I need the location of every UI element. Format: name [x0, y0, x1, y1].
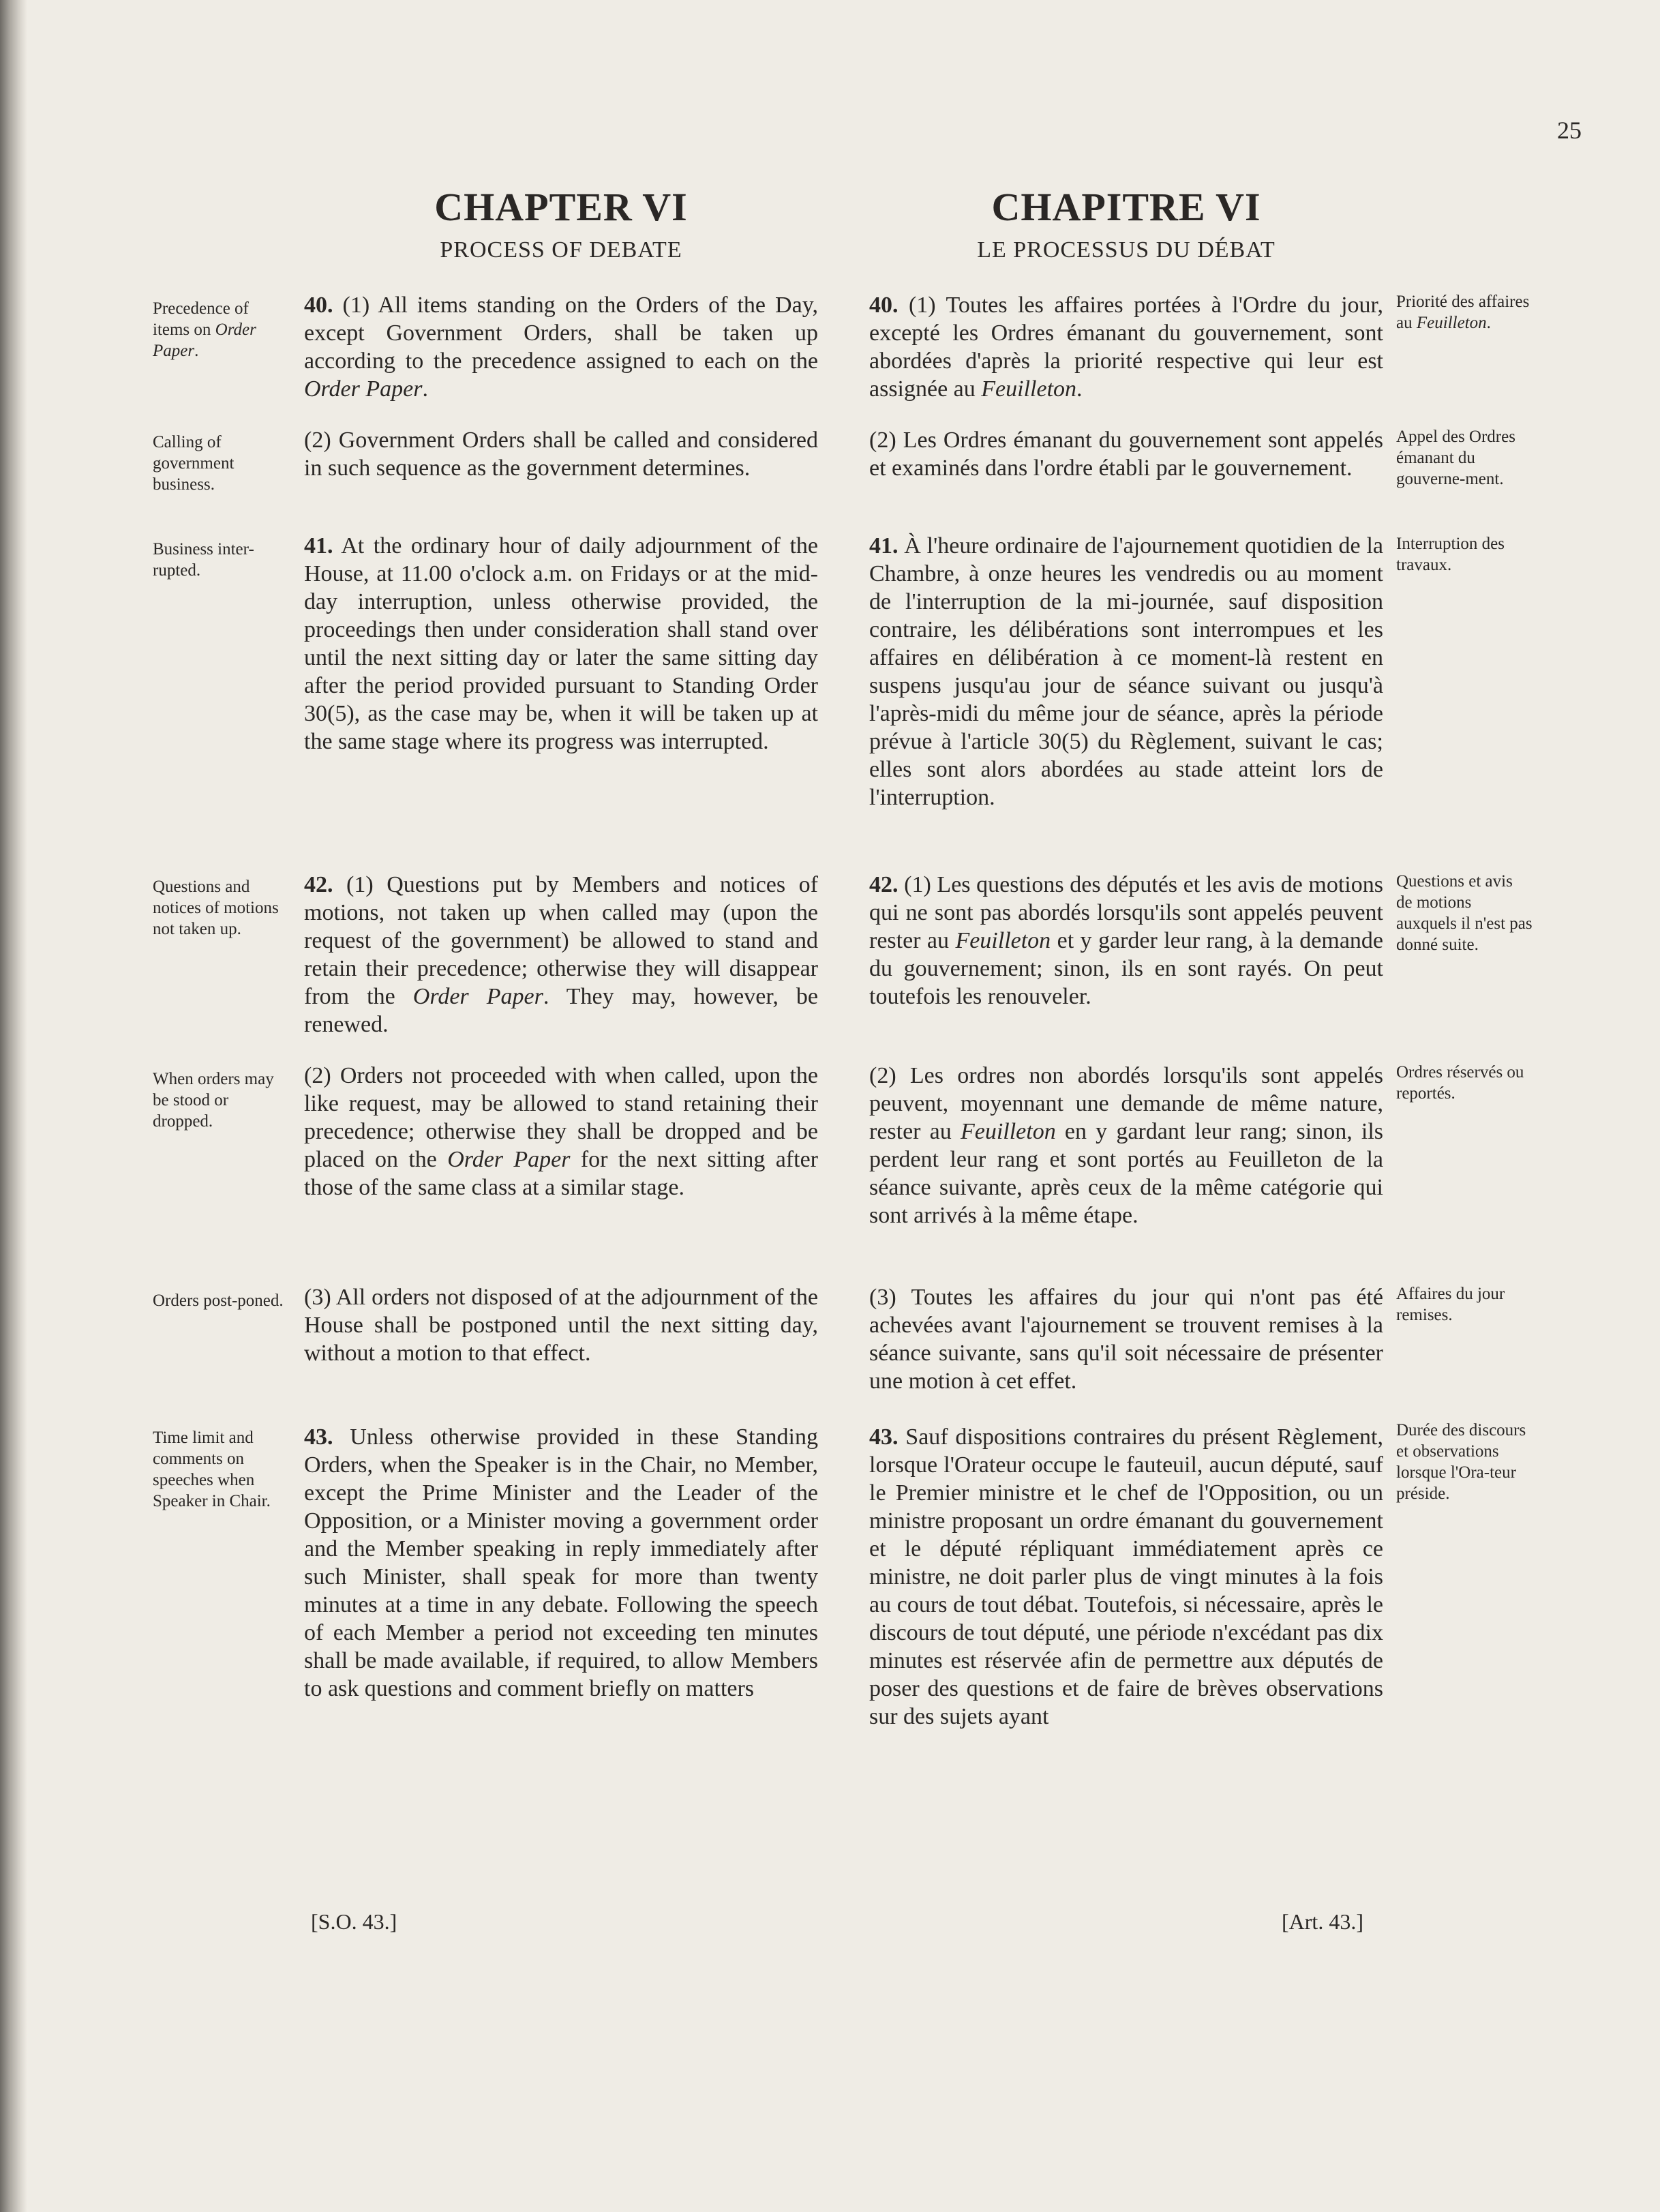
section-41-en: 41. At the ordinary hour of daily adjournment of the House, at 11.00 o'clock a.m. on Fridays or at the mid-day interruption, unless otherwise provided, the proceedings then under consideration shall stand over until the next sitting day or later the same sitting day after the period provided pursuant to Standing Order 30(5), as the case may be, when it will be taken up at the same stage where its progress was interrupted. [304, 533, 818, 754]
section-42-1-en: 42. (1) Questions put by Members and notices of motions, not taken up when called may (upon the request of the government) be allowed to stand and retain their precedence; otherwise they will disappear from the Order Paper. They may, however, be renewed. [304, 872, 818, 1037]
chapter-title-en: CHAPTER VI [434, 185, 688, 229]
margin-note-fr: Ordres réservés ou reportés. [1396, 1063, 1524, 1103]
section-43-fr: 43. Sauf dispositions contraires du présent Règlement, lorsque l'Orateur occupe le fauteuil, aucun député, sauf le Premier ministre et le chef de l'Opposition, ou un ministre proposant un ordre émanant du gouvernement et le député répliquant immédiatement après ce ministre, ne doit parler plus de vingt minutes à la fois au cours de tout débat. Toutefois, si nécessaire, après le discours de tout député, une période n'excédant pas dix minutes est réservée afin de permettre aux députés de poser des questions et de faire de brèves observations sur des sujets ayant [869, 1424, 1383, 1729]
section-41-fr: 41. À l'heure ordinaire de l'ajournement quotidien de la Chambre, à onze heures les vendredis ou au moment de l'interruption de la mi-journée, sauf disposition contraire, les délibérations sont interrompues et les affaires en délibération à ce moment-là restent en suspens jusqu'au jour de séance suivant ou jusqu'à l'après-midi du même jour de séance, après la période prévue à l'article 30(5) du Règlement, suivant le cas; elles sont alors abordées au stade atteint lors de l'interruption. [869, 533, 1383, 810]
section-42-2-en: (2) Orders not proceeded with when called, upon the like request, may be allowed to stand retaining their precedence; otherwise they shall be dropped and be placed on the Order Paper for the next sitting after those of the same class at a similar stage. [304, 1063, 818, 1200]
section-40-1-en: 40. (1) All items standing on the Orders of the Day, except Government Orders, shall be taken up according to the precedence assigned to each on the Order Paper. [304, 293, 818, 402]
section-40-2-en: (2) Government Orders shall be called and considered in such sequence as the government determines. [304, 428, 818, 481]
footer-reference-fr: [Art. 43.] [1282, 1909, 1363, 1934]
section-42-3-en: (3) All orders not disposed of at the adjournment of the House shall be postponed until the next sitting day, without a motion to that effect. [304, 1285, 818, 1366]
section-40-2-fr: (2) Les Ordres émanant du gouvernement sont appelés et examinés dans l'ordre établi par le gouvernement. [869, 428, 1383, 481]
margin-note-en: When orders may be stood or dropped. [153, 1070, 274, 1131]
margin-note-fr: Appel des Ordres émanant du gouverne-ment. [1396, 428, 1515, 488]
margin-note-en: Business inter-rupted. [153, 540, 254, 580]
margin-note-fr: Durée des discours et observations lorsque l'Ora-teur préside. [1396, 1421, 1526, 1503]
margin-note-en: Precedence of items on Order Paper. [153, 299, 256, 360]
margin-note-fr: Interruption des travaux. [1396, 535, 1505, 574]
section-42-3-fr: (3) Toutes les affaires du jour qui n'ont pas été achevées avant l'ajournement se trouvent remises à la séance suivante, sans qu'il soit nécessaire de présenter une motion à cet effet. [869, 1285, 1383, 1394]
margin-note-en: Calling of government business. [153, 433, 235, 494]
margin-note-fr: Questions et avis de motions auxquels il n'est pas donné suite. [1396, 872, 1533, 954]
page-number: 25 [1557, 117, 1582, 144]
footer-reference-en: [S.O. 43.] [311, 1909, 397, 1934]
section-43-en: 43. Unless otherwise provided in these Standing Orders, when the Speaker is in the Chair, no Member, except the Prime Minister and the Leader of the Opposition, or a Minister moving a government order and the Member speaking in reply immediately after such Minister, shall speak for more than twenty minutes at a time in any debate. Following the speech of each Member a period not exceeding ten minutes shall be made available, if required, to allow Members to ask questions and comment briefly on matters [304, 1424, 818, 1701]
chapter-title-fr: CHAPITRE VI [991, 185, 1261, 229]
margin-note-fr: Priorité des affaires au Feuilleton. [1396, 293, 1530, 332]
section-42-1-fr: 42. (1) Les questions des députés et les avis de motions qui ne sont pas abordés lorsqu'ils sont appelés peuvent rester au Feuilleton et y garder leur rang, à la demande du gouvernement; sinon, ils en sont rayés. On peut toutefois les renouveler. [869, 872, 1383, 1009]
chapter-subtitle-en: PROCESS OF DEBATE [440, 237, 682, 263]
section-42-2-fr: (2) Les ordres non abordés lorsqu'ils sont appelés peuvent, moyennant une demande de même nature, rester au Feuilleton en y gardant leur rang; sinon, ils perdent leur rang et sont portés au Feuilleton de la séance suivante, après ceux de la même catégorie qui sont arrivés à la même étape. [869, 1063, 1383, 1228]
section-40-1-fr: 40. (1) Toutes les affaires portées à l'Ordre du jour, excepté les Ordres émanant du gouvernement, sont abordées d'après la priorité respective qui leur est assignée au Feuilleton. [869, 293, 1383, 402]
chapter-subtitle-fr: LE PROCESSUS DU DÉBAT [977, 237, 1276, 263]
margin-note-en: Orders post-poned. [153, 1291, 284, 1310]
margin-note-fr: Affaires du jour remises. [1396, 1285, 1505, 1324]
margin-note-en: Questions and notices of motions not taken up. [153, 878, 279, 938]
margin-note-en: Time limit and comments on speeches when Speaker in Chair. [153, 1429, 271, 1510]
binding-shadow [0, 0, 27, 2212]
